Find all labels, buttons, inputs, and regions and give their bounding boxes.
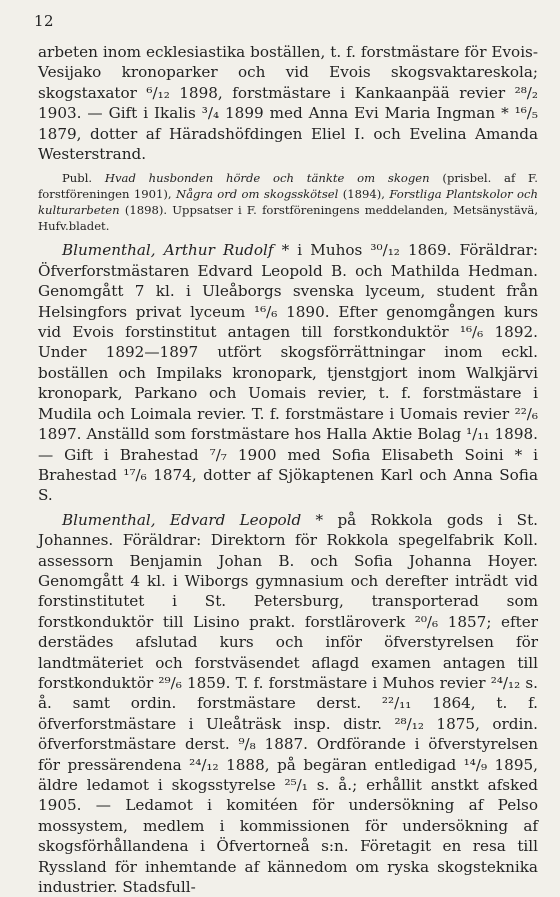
entry-body [38, 510, 538, 897]
publication-note: (prisbel. af F. forstföreningen 1901), [38, 171, 538, 202]
publications [38, 170, 538, 234]
entry-text: * på Rokkola gods i St. Johannes. Föräldrar: Direktorn för Rokkola spegelfabrik Koll. assessorn Benjamin Johan B. och Sofia Johanna Hoyer. Genomgått 4 kl. i Wiborgs gymnasium och derefter inträdt vid forstinstitutet i St. Petersburg, transporterad som forstkonduktör till Lisino prakt. forstläroverk ²⁰/₆ 1857; efter derstädes afslutad kurs och inför öfverstyrelsen för landtmäteriet och forstväsendet aflagd examen antagen till forstkonduktör ²⁹/₆ 1859. T. f. forstmästare i Muhos revier ²⁴/₁₂ s. å. samt ordin. forstmästare derst. ²²/₁₁ 1864, t. f. öfverforstmästare i Uleåträsk insp. distr. ²⁸/₁₂ 1875, ordin. öfverforstmästare derst. ⁹/₈ 1887. Ordförande i öfverstyrelsen för pressärendena ²⁴/₁₂ 1888, på begäran entledigad ¹⁴/₉ 1895, äldre ledamot i skogsstyrelse ²⁵/₁ s. å.; erhållit anstkt afsked 1905. — Ledamot i komitéen för undersökning af Pelso mossystem, medlem i kommissionen för undersökning af skogsförhållandena i Öfvertorneå s:n. Företagit en resa till Ryssland för inhemtande af kännedom om ryska skogsteknika industrier. Stadsfull- [38, 510, 538, 897]
entry-text: * i Muhos ³⁰/₁₂ 1869. Föräldrar: Öfverforstmästaren Edvard Leopold B. och Mathilda Hedman. Genomgått 7 kl. i Uleåborgs svenska lyceum, student från Helsingfors privat lyceum ¹⁶/₆ 1890. Efter genomgången kurs vid Evois forstinstitut antagen till forstkonduktör ¹⁶/₆ 1892. Under 1892—1897 utfört skogsförrättningar inom eckl. boställen och Impilaks kronopark, tjenstgjort inom Walkjärvi kronopark, Parkano och Uomais revier, t. f. forstmästare i Mudila och Loimala revier. T. f. forstmästare i Uomais revier ²²/₆ 1897. Anställd som forstmästare hos Halla Aktie Bolag ¹/₁₁ 1898. — Gift i Brahestad ⁷/₇ 1900 med Sofia Elisabeth Soini * i Brahestad ¹⁷/₆ 1874, dotter af Sjökaptenen Karl och Anna Sofia S. [38, 241, 538, 505]
entry-name: Blumenthal, Edvard Leopold [62, 510, 302, 529]
page-number: 12 [34, 12, 55, 30]
entry-body: arbeten inom ecklesiastika boställen, t. f. forstmästare för Evois-Vesijako kronoparker och vid Evois skogsvaktareskola; skogstaxator ⁶/₁₂ 1898, forstmästare i Kankaanpää revier ²⁸/₂ 1903. — Gift i Ikalis ³/₄ 1899 med Anna Evi Maria Ingman * ¹⁶/₅ 1879, dotter af Häradshöfdingen Eliel I. och Evelina Amanda Westerstrand. [38, 43, 538, 164]
publication-note: (1898). Uppsatser i F. forstföreningens meddelanden, Metsänystävä, Hufv.bladet. [38, 203, 538, 234]
publication-title: Några ord om skogsskötsel [175, 187, 339, 202]
entry-edvard-leopold [38, 510, 538, 897]
entry-name: Blumenthal, Arthur Rudolf [62, 241, 274, 260]
entry-body [38, 240, 538, 505]
publications-label: Publ. [62, 171, 93, 186]
entry-arthur-rudolf [38, 240, 538, 505]
publication-title: Hvad husbonden hörde och tänkte om skogen [104, 171, 430, 186]
page-content [38, 42, 538, 897]
publication-note: (1894), [338, 187, 390, 202]
publication-title: Forstliga Plantskolor och kulturarbeten [38, 187, 538, 218]
entry-continuation [38, 42, 538, 234]
book-page [24, 0, 538, 897]
